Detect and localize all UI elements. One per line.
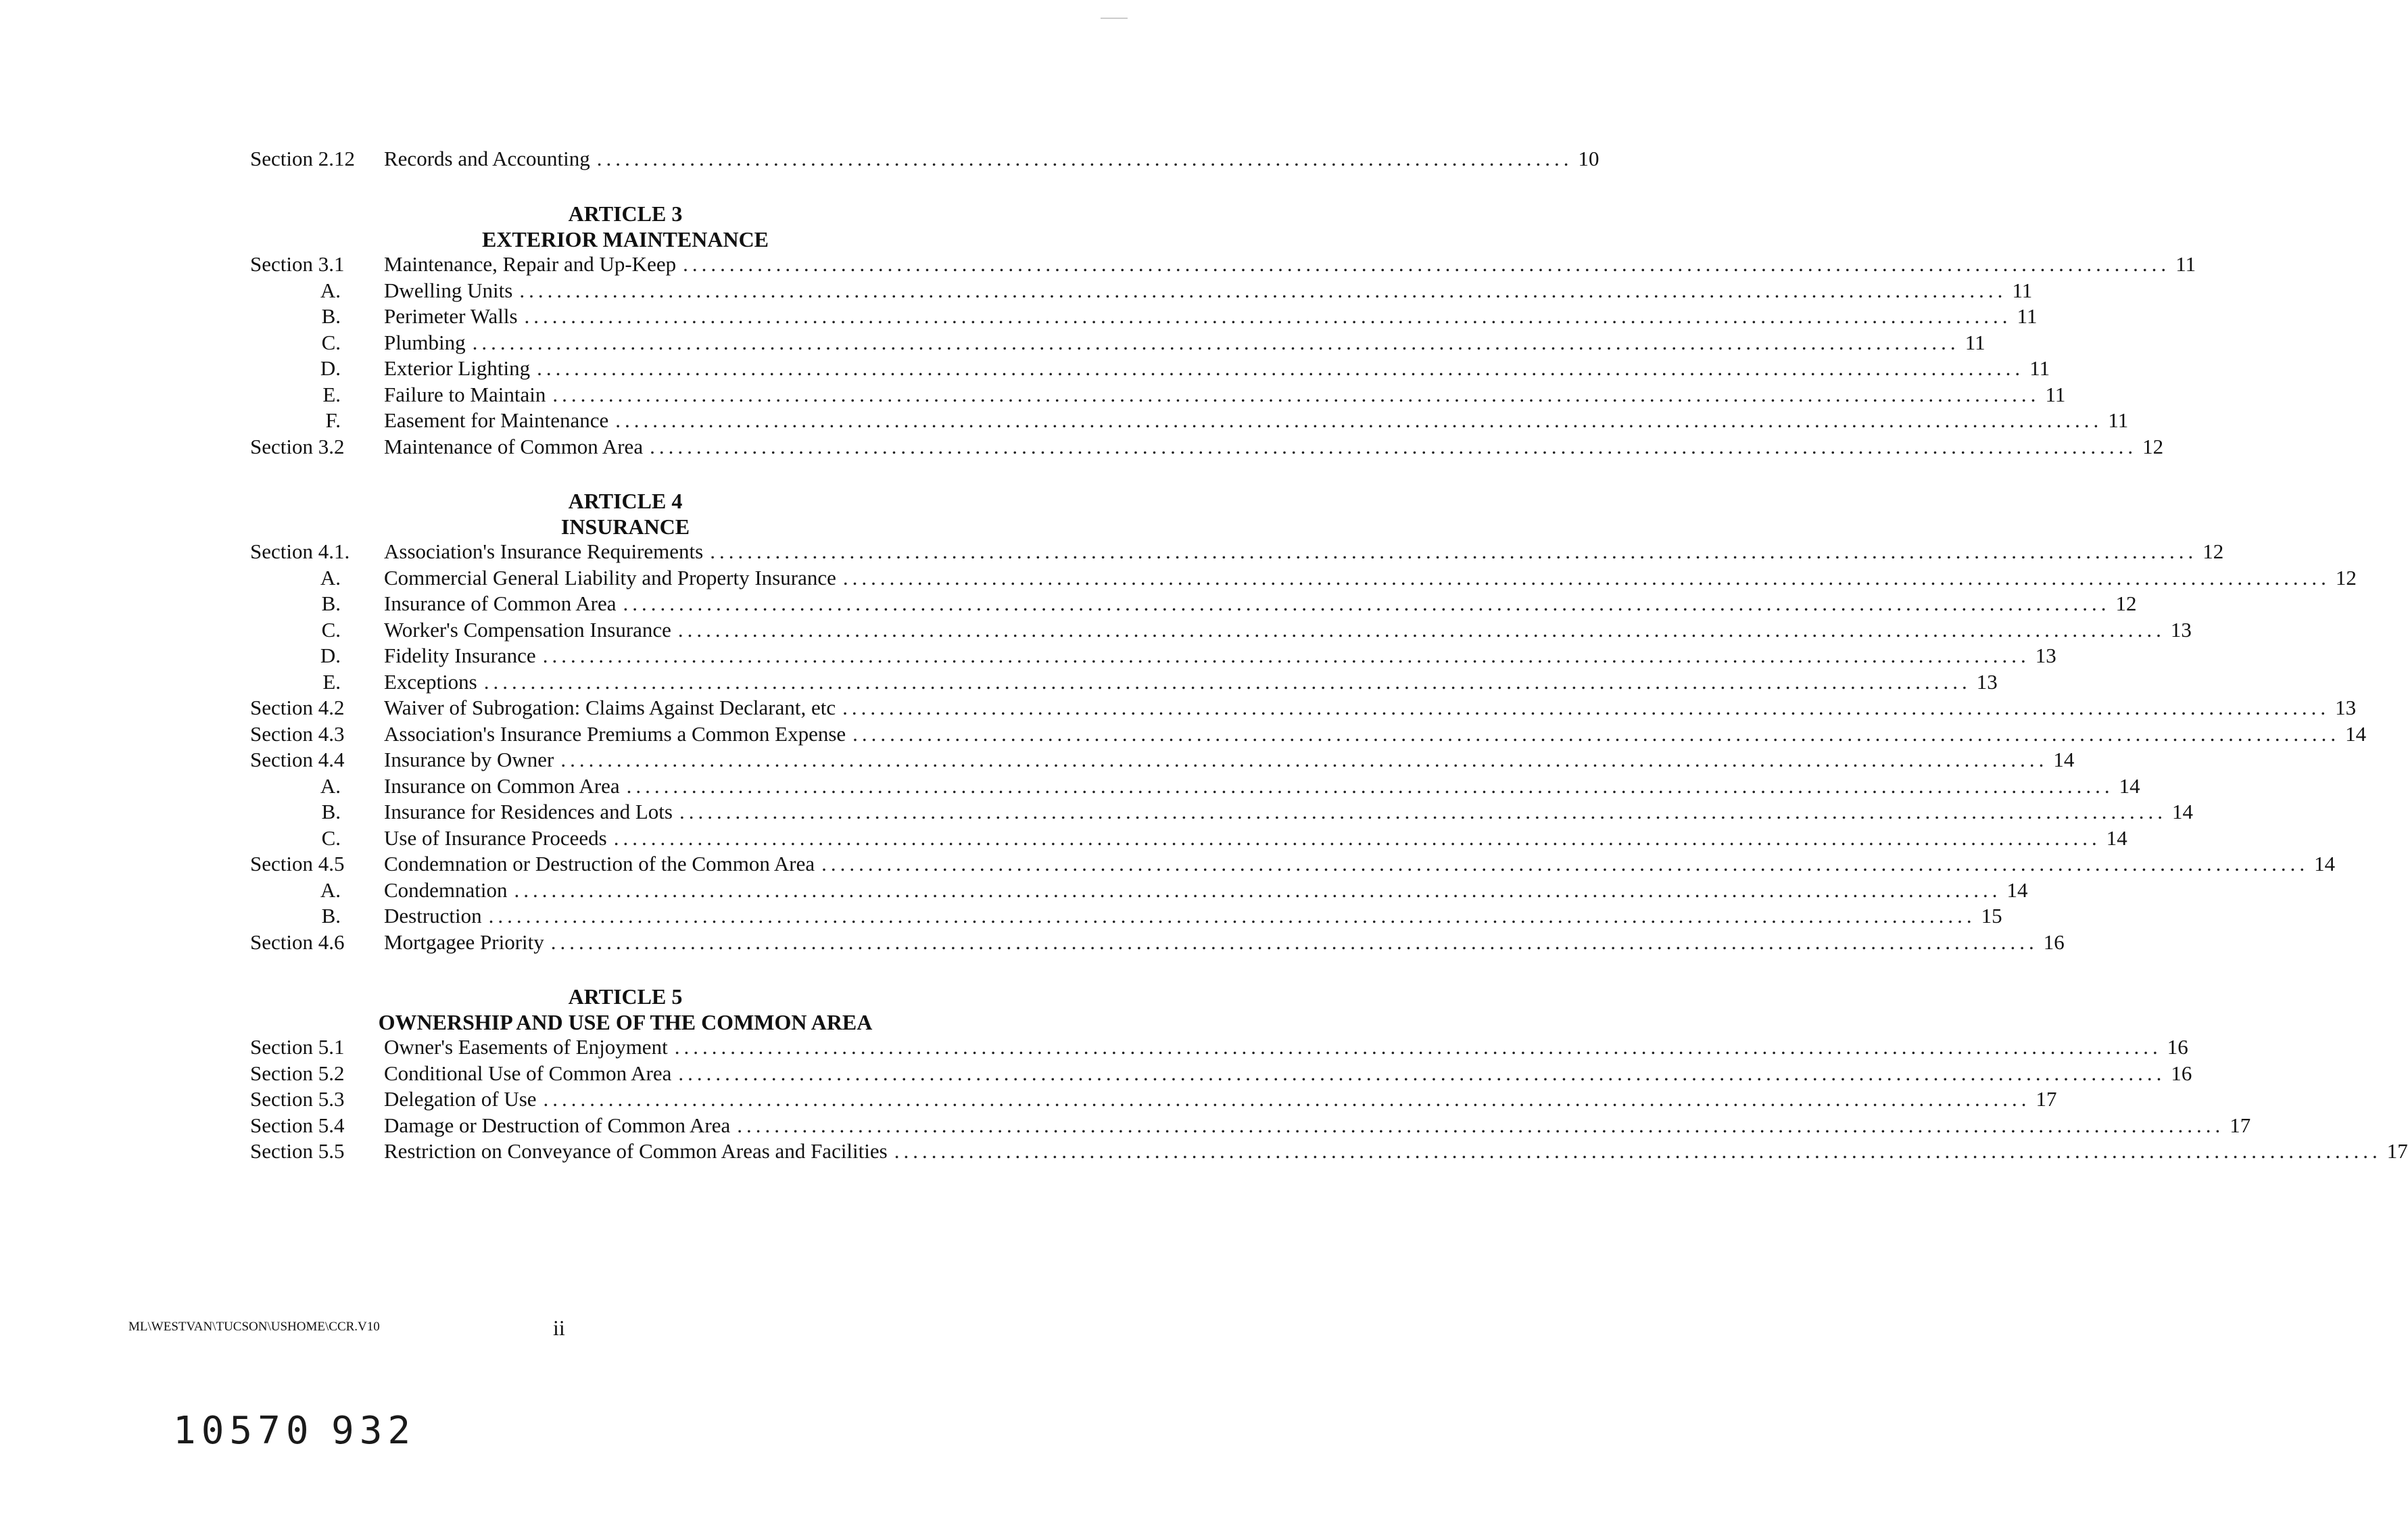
section-number: B. <box>321 800 341 823</box>
toc-row <box>250 539 2224 564</box>
section-number: Section 4.5 <box>250 852 345 875</box>
dot-leader: ................................................................................................................................................................ <box>560 748 2048 771</box>
section-number: C. <box>321 617 341 642</box>
section-number: A. <box>320 278 341 302</box>
section-number: Section 4.1. <box>250 539 350 563</box>
section-title: Waiver of Subrogation: Claims Against Declarant, etc <box>384 696 836 719</box>
toc-row <box>250 877 2028 903</box>
section-number: A. <box>320 773 341 798</box>
dot-leader: ................................................................................................................................................................ <box>821 852 2309 875</box>
section-title: Insurance of Common Area <box>384 592 617 615</box>
dot-leader: ................................................................................................................................................................ <box>519 278 2007 302</box>
toc-row <box>250 617 2192 643</box>
section-title: Association's Insurance Premiums a Common Expense <box>384 721 846 746</box>
page-number: 11 <box>2017 304 2038 328</box>
toc-row <box>250 851 2336 877</box>
section-number: Section 5.5 <box>250 1139 345 1163</box>
dot-leader: ................................................................................................................................................................ <box>626 773 2114 798</box>
section-title: Exceptions <box>384 669 477 694</box>
section-number: D. <box>320 644 341 667</box>
document-path: ML\WESTVAN\TUCSON\USHOME\CCR.V10 <box>128 1320 380 1334</box>
article-number: ARTICLE 4 <box>568 489 683 513</box>
page-number: 14 <box>2053 748 2075 771</box>
dot-leader: ................................................................................................................................................................ <box>678 1061 2166 1085</box>
page-number: 17 <box>2036 1087 2057 1111</box>
section-title: Delegation of Use <box>384 1087 537 1111</box>
section-title: Commercial General Liability and Property Insurance <box>384 565 836 590</box>
toc-row <box>250 747 2075 773</box>
page-number: 14 <box>2314 852 2336 875</box>
toc-row <box>250 304 2038 329</box>
dot-leader: ................................................................................................................................................................ <box>483 669 1971 694</box>
section-title: Insurance by Owner <box>384 748 554 771</box>
page-number: 13 <box>2335 696 2357 719</box>
toc-row <box>250 721 2367 747</box>
toc-row <box>250 434 2164 460</box>
article-number: ARTICLE 5 <box>568 984 683 1009</box>
toc-row <box>250 695 2357 721</box>
dot-leader: ................................................................................................................................................................ <box>524 304 2012 328</box>
toc-row <box>250 591 2137 617</box>
section-title: Dwelling Units <box>384 278 513 302</box>
page-number: 11 <box>1965 330 1985 354</box>
section-number: Section 4.4 <box>250 748 345 771</box>
section-title: Plumbing <box>384 330 466 354</box>
page-number: 16 <box>2171 1061 2192 1085</box>
section-title: Easement for Maintenance <box>384 408 609 432</box>
page-number: 13 <box>2170 617 2192 642</box>
section-title: Mortgagee Priority <box>384 930 544 954</box>
page-number: 12 <box>2202 539 2224 563</box>
dot-leader: ................................................................................................................................................................ <box>552 382 2040 406</box>
toc-row <box>250 930 2065 955</box>
section-title: Exterior Lighting <box>384 356 531 380</box>
section-number: Section 5.1 <box>250 1035 345 1059</box>
section-number: C. <box>321 330 341 354</box>
page-number: 10 <box>1578 147 1599 170</box>
page-number: 14 <box>2006 877 2028 902</box>
toc-row <box>250 1061 2192 1086</box>
toc-row <box>250 278 2033 304</box>
page-number: 14 <box>2345 721 2367 746</box>
section-title: Failure to Maintain <box>384 382 546 406</box>
page-number: 11 <box>2108 408 2129 432</box>
page-number: 17 <box>2230 1113 2251 1137</box>
section-number: A. <box>320 565 341 590</box>
section-number: Section 4.3 <box>250 721 345 746</box>
toc-row <box>250 382 2066 408</box>
dot-leader: ................................................................................................................................................................ <box>677 617 2165 642</box>
dot-leader: ................................................................................................................................................................ <box>852 721 2340 746</box>
section-title: Use of Insurance Proceeds <box>384 825 607 850</box>
toc-row <box>250 903 2002 929</box>
footer-page-number: ii <box>553 1316 565 1340</box>
page-number: 13 <box>1976 669 1998 694</box>
article-title: EXTERIOR MAINTENANCE <box>481 227 769 251</box>
page-number: 14 <box>2171 800 2193 823</box>
recording-stamp-right: 932 <box>331 1409 416 1453</box>
article-title: INSURANCE <box>560 514 690 539</box>
page-number: 16 <box>2167 1035 2188 1059</box>
page-number: 14 <box>2106 825 2127 850</box>
toc-row <box>250 1113 2251 1138</box>
toc-row <box>250 669 1998 695</box>
dot-leader: ................................................................................................................................................................ <box>842 565 2330 590</box>
section-number: B. <box>321 904 341 928</box>
dot-leader: ......................................................................................................... <box>596 147 1573 170</box>
recording-stamp-left: 10570 <box>173 1409 314 1453</box>
article-number: ARTICLE 3 <box>568 201 683 226</box>
dot-leader: ................................................................................................................................................................ <box>514 877 2002 902</box>
section-number: Section 5.2 <box>250 1061 345 1085</box>
section-title: Conditional Use of Common Area <box>384 1061 672 1085</box>
page-number: 11 <box>2012 278 2033 302</box>
section-number: Section 3.2 <box>250 434 345 458</box>
dot-leader: ................................................................................................................................................................ <box>650 434 2138 458</box>
page-number: 12 <box>2142 434 2164 458</box>
section-title: Owner's Easements of Enjoyment <box>384 1035 668 1059</box>
section-number: Section 5.3 <box>250 1087 345 1111</box>
toc-row <box>250 330 1985 356</box>
page-number: 17 <box>2386 1139 2408 1163</box>
dot-leader: ................................................................................................................................................................ <box>613 825 2101 850</box>
toc-row <box>250 1034 2188 1060</box>
dot-leader: ................................................................................................................................................................ <box>542 644 2030 667</box>
toc-row <box>250 825 2127 851</box>
dot-leader: ................................................................................................................................................................ <box>623 592 2111 615</box>
section-number: E. <box>322 669 341 694</box>
dot-leader: ................................................................................................................................................................ <box>894 1139 2382 1163</box>
dot-leader: ................................................................................................................................................................ <box>710 539 2198 563</box>
section-title: Association's Insurance Requirements <box>384 539 704 563</box>
toc-row <box>250 1138 2408 1164</box>
page-number: 15 <box>1981 904 2002 928</box>
toc-row <box>250 356 2050 381</box>
page-number: 14 <box>2119 773 2140 798</box>
section-number: Section 3.1 <box>250 252 345 276</box>
toc-row <box>250 565 2357 591</box>
toc-row <box>250 1086 2057 1112</box>
article-title: OWNERSHIP AND USE OF THE COMMON AREA <box>378 1010 873 1034</box>
section-title: Maintenance, Repair and Up-Keep <box>384 252 677 276</box>
dot-leader: ................................................................................................................................................................ <box>472 330 1960 354</box>
toc-row <box>250 799 2193 825</box>
toc-row <box>250 251 2196 277</box>
section-number: Section 2.12 <box>250 147 355 170</box>
section-number: B. <box>321 592 341 615</box>
section-title: Damage or Destruction of Common Area <box>384 1113 731 1137</box>
page-number: 12 <box>2115 592 2137 615</box>
dot-leader: ................................................................................................................................................................ <box>737 1113 2225 1137</box>
dot-leader: ................................................................................................................................................................ <box>537 356 2025 380</box>
section-number: A. <box>320 877 341 902</box>
section-title: Maintenance of Common Area <box>384 434 644 458</box>
section-title: Insurance for Residences and Lots <box>384 800 673 823</box>
page-number: 12 <box>2335 565 2357 590</box>
section-number: C. <box>321 825 341 850</box>
section-title: Worker's Compensation Insurance <box>384 617 671 642</box>
section-number: D. <box>320 356 341 380</box>
section-number: Section 5.4 <box>250 1113 345 1137</box>
section-number: Section 4.2 <box>250 696 345 719</box>
page-number: 11 <box>2029 356 2050 380</box>
page-number: 16 <box>2043 930 2065 954</box>
dot-leader: ................................................................................................................................................................ <box>550 930 2038 954</box>
page-number: 13 <box>2035 644 2056 667</box>
section-number: Section 4.6 <box>250 930 345 954</box>
section-title: Insurance on Common Area <box>384 773 620 798</box>
dot-leader: ................................................................................................................................................................ <box>683 252 2171 276</box>
dot-leader: ................................................................................................................................................................ <box>674 1035 2162 1059</box>
section-title: Condemnation <box>384 877 508 902</box>
section-number: F. <box>325 408 341 432</box>
dot-leader: ................................................................................................................................................................ <box>842 696 2330 719</box>
dot-leader: ................................................................................................................................................................ <box>543 1087 2031 1111</box>
dot-leader: ................................................................................................................................................................ <box>488 904 1976 928</box>
section-title: Condemnation or Destruction of the Common Area <box>384 852 815 875</box>
section-title: Destruction <box>384 904 482 928</box>
section-number: E. <box>322 382 341 406</box>
section-number: B. <box>321 304 341 328</box>
toc-row <box>250 146 1599 172</box>
page-number: 11 <box>2045 382 2066 406</box>
dot-leader: ................................................................................................................................................................ <box>679 800 2167 823</box>
page-number: 11 <box>2175 252 2196 276</box>
toc-row <box>250 773 2140 799</box>
section-title: Restriction on Conveyance of Common Areas and Facilities <box>384 1139 888 1163</box>
section-title: Records and Accounting <box>384 147 590 170</box>
section-title: Perimeter Walls <box>384 304 518 328</box>
scan-mark <box>1101 18 1128 19</box>
toc-row <box>250 643 2056 669</box>
toc-row <box>250 408 2129 433</box>
section-title: Fidelity Insurance <box>384 644 536 667</box>
dot-leader: ................................................................................................................................................................ <box>615 408 2103 432</box>
